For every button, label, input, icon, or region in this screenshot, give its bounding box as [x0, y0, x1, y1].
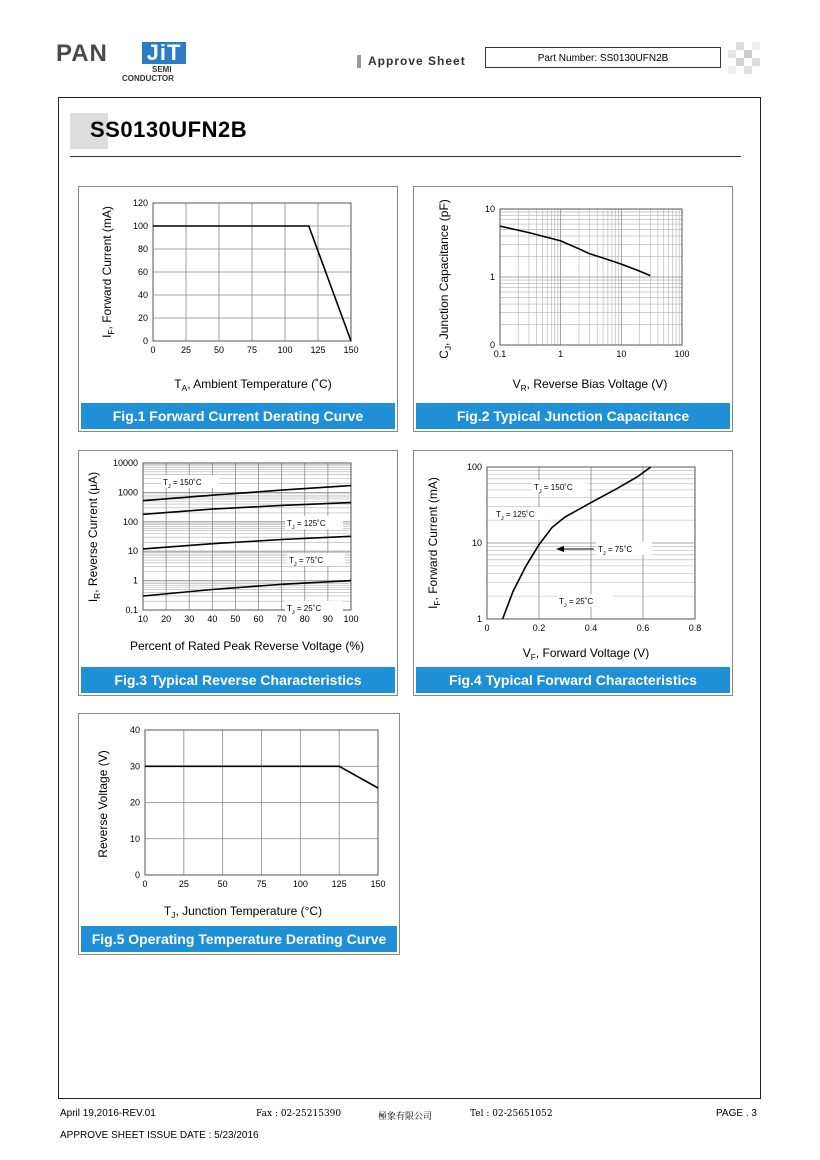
x-tick-label: 80 — [299, 614, 310, 624]
x-tick-label: 0.8 — [688, 623, 702, 633]
y-tick-label: 20 — [137, 313, 148, 323]
x-tick-label: 100 — [343, 614, 359, 624]
page-title: SS0130UFN2B — [90, 117, 248, 142]
footer-page-number: PAGE . 3 — [716, 1108, 757, 1119]
x-tick-label: 90 — [322, 614, 333, 624]
x-tick-label: 125 — [310, 345, 326, 355]
chart-title: Fig.1 Forward Current Derating Curve — [81, 403, 395, 429]
logo-subtitle-semi: SEMI — [152, 65, 172, 74]
x-tick-label: 0 — [150, 345, 156, 355]
y-tick-label: 0 — [142, 336, 148, 346]
y-tick-label: 0.1 — [125, 605, 138, 615]
approve-sheet-label: Approve Sheet — [368, 54, 466, 68]
curve-annotation: $T_J$ = 150˚C — [534, 483, 573, 495]
curve-annotation: $T_J$ = 75˚C — [598, 545, 633, 557]
y-tick-label: 1 — [476, 614, 482, 624]
fig4-panel — [413, 450, 733, 696]
y-tick-label: 0 — [134, 870, 140, 880]
checker-decoration-icon — [726, 42, 760, 76]
footer-company: 極象有限公司 — [378, 1112, 433, 1122]
part-number-box: Part Number: SS0130UFN2B — [485, 47, 721, 68]
x-tick-label: 150 — [370, 879, 386, 889]
y-tick-label: 10 — [127, 546, 138, 557]
chart-title: Fig.3 Typical Reverse Characteristics — [81, 667, 395, 693]
curve-annotation: $T_J$ = 150˚C — [163, 478, 202, 490]
x-tick-label: 60 — [253, 614, 264, 624]
x-tick-label: 1 — [558, 349, 564, 359]
x-tick-label: 75 — [256, 879, 267, 889]
x-tick-label: 50 — [230, 614, 241, 624]
x-tick-label: 125 — [331, 879, 347, 889]
fig5-panel — [78, 713, 400, 955]
y-axis-label: $I_F$, Forward Current (mA) — [100, 206, 116, 338]
x-tick-label: 100 — [277, 345, 293, 355]
fig2-chart — [414, 187, 734, 433]
x-tick-label: 40 — [207, 614, 218, 624]
footer-fax: Fax : 02-25215390 — [256, 1109, 342, 1119]
x-axis-label: Percent of Rated Peak Reverse Voltage (%) — [129, 639, 365, 653]
series-line — [143, 581, 351, 596]
title-rule — [70, 156, 741, 157]
y-tick-label: 100 — [466, 462, 482, 472]
x-axis-label: $T_J$, Junction Temperature (°C) — [163, 904, 323, 920]
curve-annotation: $T_J$ = 25˚C — [559, 597, 594, 609]
y-tick-label: 0 — [489, 340, 495, 350]
x-tick-label: 20 — [161, 614, 172, 624]
x-tick-label: 50 — [217, 879, 228, 889]
y-tick-label: 40 — [137, 290, 148, 300]
y-tick-label: 20 — [129, 797, 140, 808]
fig1-panel — [78, 186, 398, 432]
y-tick-label: 1 — [489, 272, 495, 282]
curve-annotation: $T_J$ = 75˚C — [289, 556, 324, 568]
x-tick-label: 0.1 — [493, 349, 507, 359]
x-tick-label: 25 — [180, 345, 192, 355]
x-tick-label: 100 — [674, 349, 690, 359]
x-tick-label: 0.2 — [532, 623, 546, 633]
x-tick-label: 0 — [142, 879, 148, 889]
fig5-chart — [79, 714, 401, 956]
y-axis-label: $I_R$, Reverse Current (μA) — [86, 471, 102, 603]
chart-title: Fig.4 Typical Forward Characteristics — [416, 667, 730, 693]
x-tick-label: 0 — [484, 623, 490, 633]
x-axis-label: $V_R$, Reverse Bias Voltage (V) — [512, 377, 668, 393]
series-line — [500, 226, 650, 276]
logo-jit-text: JiT — [146, 40, 182, 65]
footer-revision: April 19,2016-REV.01 — [60, 1108, 156, 1119]
annotation-arrowhead — [556, 546, 564, 552]
curve-annotation: $T_J$ = 25˚C — [287, 604, 322, 616]
x-tick-label: 10 — [137, 614, 149, 624]
x-tick-label: 50 — [213, 345, 225, 355]
chart-title: Fig.5 Operating Temperature Derating Curve — [81, 926, 397, 952]
y-tick-label: 1 — [132, 575, 138, 586]
footer-tel: Tel : 02-25651052 — [470, 1109, 553, 1119]
x-tick-label: 25 — [178, 879, 189, 889]
panjit-logo — [56, 40, 186, 88]
x-axis-label: $T_A$, Ambient Temperature (˚C) — [174, 377, 332, 393]
y-axis-label: $C_J$, Junction Capacitance (pF) — [437, 199, 453, 359]
x-tick-label: 150 — [343, 345, 359, 355]
fig2-panel — [413, 186, 733, 432]
y-tick-label: 30 — [129, 761, 140, 772]
y-tick-label: 1000 — [117, 487, 138, 498]
approve-sheet-marker — [357, 55, 361, 68]
x-tick-label: 75 — [246, 345, 258, 355]
fig4-chart — [414, 451, 734, 697]
y-tick-label: 40 — [129, 725, 140, 735]
x-tick-label: 100 — [292, 879, 308, 889]
y-tick-label: 100 — [132, 221, 148, 231]
y-tick-label: 120 — [132, 198, 148, 208]
x-tick-label: 0.4 — [584, 623, 598, 633]
x-tick-label: 70 — [276, 614, 287, 624]
footer-issue-date: APPROVE SHEET ISSUE DATE : 5/23/2016 — [60, 1130, 259, 1141]
x-tick-label: 30 — [184, 614, 195, 624]
curve-annotation: $T_J$ = 125˚C — [496, 510, 535, 522]
y-tick-label: 10 — [484, 204, 495, 214]
x-tick-label: 0.6 — [636, 623, 650, 633]
y-tick-label: 100 — [122, 516, 138, 527]
y-tick-label: 60 — [137, 267, 148, 277]
y-tick-label: 80 — [137, 244, 148, 254]
fig3-chart — [79, 451, 399, 697]
y-axis-label: $I_F$, Forward Current (mA) — [426, 477, 442, 609]
y-tick-label: 10 — [471, 538, 482, 548]
y-tick-label: 10 — [129, 833, 140, 844]
x-tick-label: 10 — [616, 349, 627, 359]
logo-wordmark: PAN — [56, 40, 108, 67]
y-axis-label: Reverse Voltage (V) — [96, 750, 110, 858]
fig1-chart — [79, 187, 399, 433]
logo-subtitle-conductor: CONDUCTOR — [122, 74, 174, 83]
chart-title: Fig.2 Typical Junction Capacitance — [416, 403, 730, 429]
curve-annotation: $T_J$ = 125˚C — [287, 519, 326, 531]
x-axis-label: $V_F$, Forward Voltage (V) — [522, 646, 650, 662]
y-tick-label: 10000 — [112, 458, 138, 468]
fig3-panel — [78, 450, 398, 696]
